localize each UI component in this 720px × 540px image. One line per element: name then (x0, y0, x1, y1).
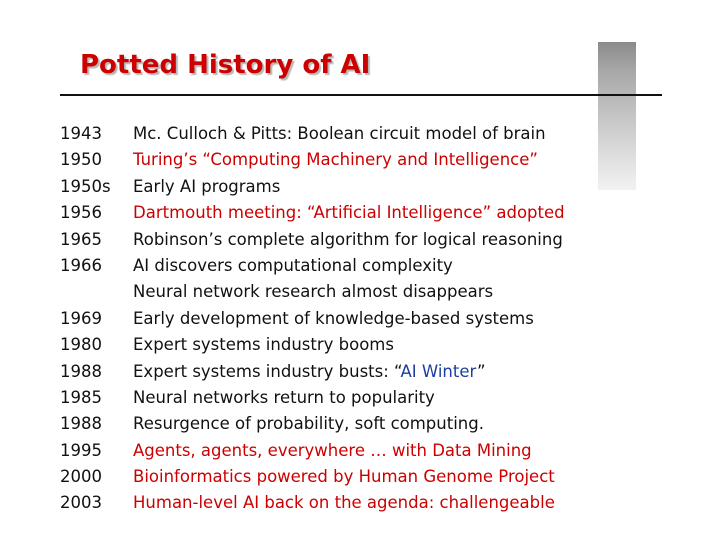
timeline-row (60, 490, 620, 516)
ai-winter-highlight: AI Winter (400, 361, 477, 381)
timeline-event: Expert systems industry booms (133, 335, 394, 355)
timeline-event: Resurgence of probability, soft computing. (133, 414, 484, 434)
timeline-year: 1980 (60, 335, 102, 355)
timeline-row (60, 279, 620, 305)
timeline-row (60, 147, 620, 173)
timeline-year: 1943 (60, 124, 102, 143)
timeline-event: Agents, agents, everywhere … with Data Mining (133, 440, 532, 460)
timeline-event: Mc. Culloch & Pitts: Boolean circuit model of brain (133, 124, 546, 143)
event-text-suffix: ” (476, 361, 486, 381)
timeline-event: Bioinformatics powered by Human Genome Project (133, 467, 555, 487)
timeline-row (60, 121, 620, 147)
timeline-event: Neural network research almost disappears (133, 282, 494, 302)
slide-title: Potted History of AI (80, 50, 371, 80)
timeline-row (60, 411, 620, 437)
timeline-year: 1965 (60, 229, 102, 249)
ai-history-timeline (60, 121, 620, 517)
title-divider (60, 94, 662, 96)
timeline-row (60, 200, 620, 226)
timeline-row (60, 385, 620, 411)
timeline-row (60, 464, 620, 490)
timeline-event: Neural networks return to popularity (133, 387, 435, 407)
timeline-year: 1988 (60, 361, 102, 381)
timeline-year: 1950 (60, 150, 102, 170)
event-text-prefix: Expert systems industry busts: “ (133, 361, 401, 381)
timeline-row (60, 438, 620, 464)
timeline-event: Early AI programs (133, 176, 281, 196)
timeline-event (133, 359, 486, 385)
timeline-row (60, 227, 620, 253)
timeline-row (60, 174, 620, 200)
timeline-year: 1969 (60, 308, 102, 328)
timeline-year: 1956 (60, 203, 102, 223)
timeline-year: 2003 (60, 493, 102, 513)
timeline-event: Human-level AI back on the agenda: challengeable (133, 493, 555, 513)
timeline-event: Robinson’s complete algorithm for logical reasoning (133, 229, 563, 249)
timeline-row (60, 359, 620, 385)
timeline-year: 2000 (60, 467, 102, 487)
timeline-row (60, 332, 620, 358)
timeline-year: 1950s (60, 176, 111, 196)
timeline-year: 1995 (60, 440, 102, 460)
timeline-event: Turing’s “Computing Machinery and Intelligence” (133, 150, 538, 170)
timeline-event: AI discovers computational complexity (133, 255, 453, 275)
timeline-row (60, 306, 620, 332)
timeline-year: 1985 (60, 387, 102, 407)
timeline-event: Dartmouth meeting: “Artificial Intelligence” adopted (133, 203, 565, 223)
timeline-event: Early development of knowledge-based systems (133, 308, 534, 328)
timeline-year: 1966 (60, 255, 102, 275)
timeline-row (60, 253, 620, 279)
timeline-year: 1988 (60, 414, 102, 434)
timeline-year (60, 279, 133, 305)
